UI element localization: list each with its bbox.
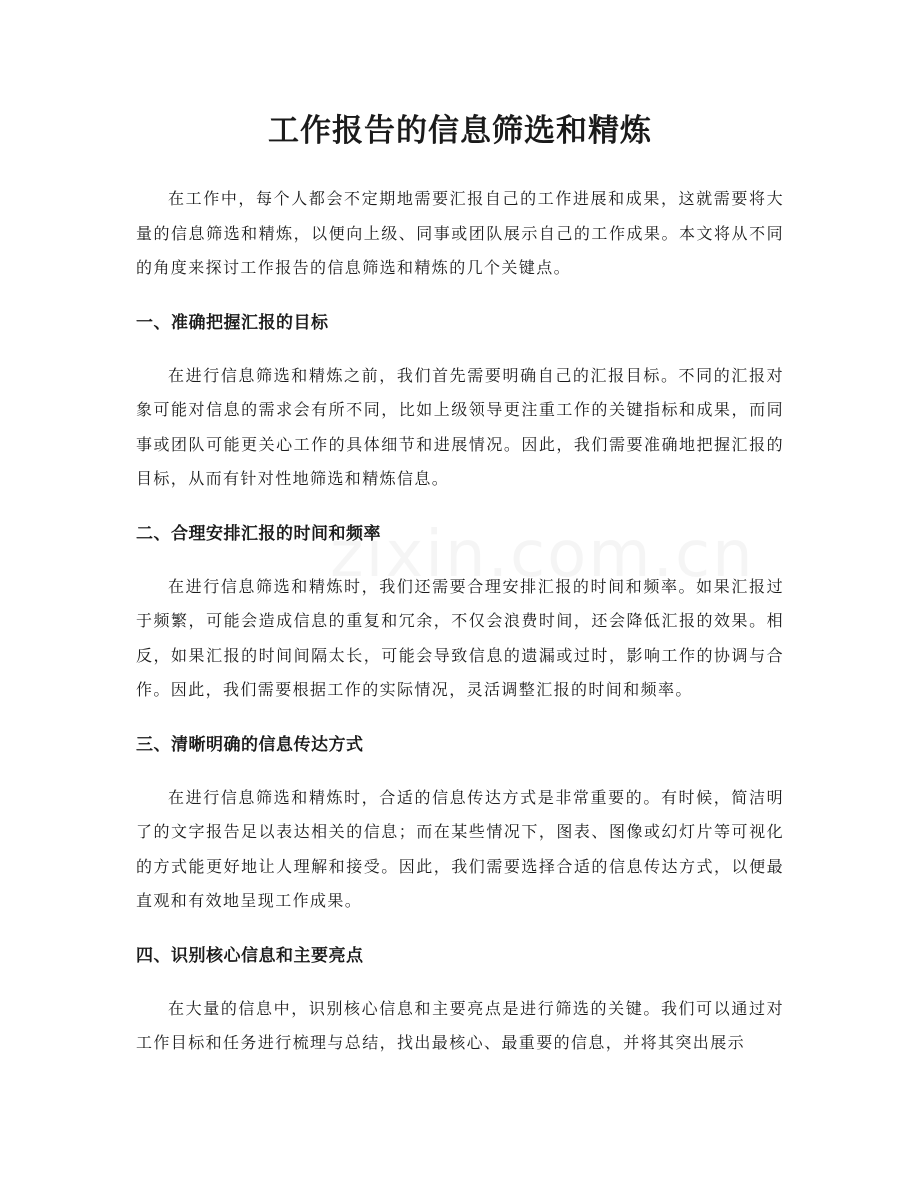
section-2-heading: 二、合理安排汇报的时间和频率 — [136, 523, 381, 544]
section-1-heading: 一、准确把握汇报的目标 — [136, 312, 329, 333]
document-body — [136, 182, 784, 1061]
section-2-paragraph: 在进行信息筛选和精炼时，我们还需要合理安排汇报的时间和频率。如果汇报过于频繁，可能会造成信息的重复和冗余，不仅会浪费时间，还会降低汇报的效果。相反，如果汇报的时间间隔太长，可能会导致信息的遗漏或过时，影响工作的协调与合作。因此，我们需要根据工作的实际情况，灵活调整汇报的时间和频率。 — [136, 576, 784, 699]
document-title: 工作报告的信息筛选和精炼 — [268, 113, 652, 149]
section-3-heading: 三、清晰明确的信息传达方式 — [136, 734, 364, 755]
section-1-paragraph: 在进行信息筛选和精炼之前，我们首先需要明确自己的汇报目标。不同的汇报对象可能对信息的需求会有所不同，比如上级领导更注重工作的关键指标和成果，而同事或团队可能更关心工作的具体细节和进展情况。因此，我们需要准确地把握汇报的目标，从而有针对性地筛选和精炼信息。 — [136, 365, 784, 488]
section-4-paragraph: 在大量的信息中，识别核心信息和主要亮点是进行筛选的关键。我们可以通过对工作目标和任务进行梳理与总结，找出最核心、最重要的信息，并将其突出展示 — [136, 998, 784, 1052]
intro-paragraph: 在工作中，每个人都会不定期地需要汇报自己的工作进展和成果，这就需要将大量的信息筛选和精炼，以便向上级、同事或团队展示自己的工作成果。本文将从不同的角度来探讨工作报告的信息筛选和精炼的几个关键点。 — [136, 189, 784, 277]
section-3-paragraph: 在进行信息筛选和精炼时，合适的信息传达方式是非常重要的。有时候，简洁明了的文字报告足以表达相关的信息；而在某些情况下，图表、图像或幻灯片等可视化的方式能更好地让人理解和接受。因此，我们需要选择合适的信息传达方式，以便最直观和有效地呈现工作成果。 — [136, 787, 784, 910]
section-4-heading: 四、识别核心信息和主要亮点 — [136, 945, 364, 966]
